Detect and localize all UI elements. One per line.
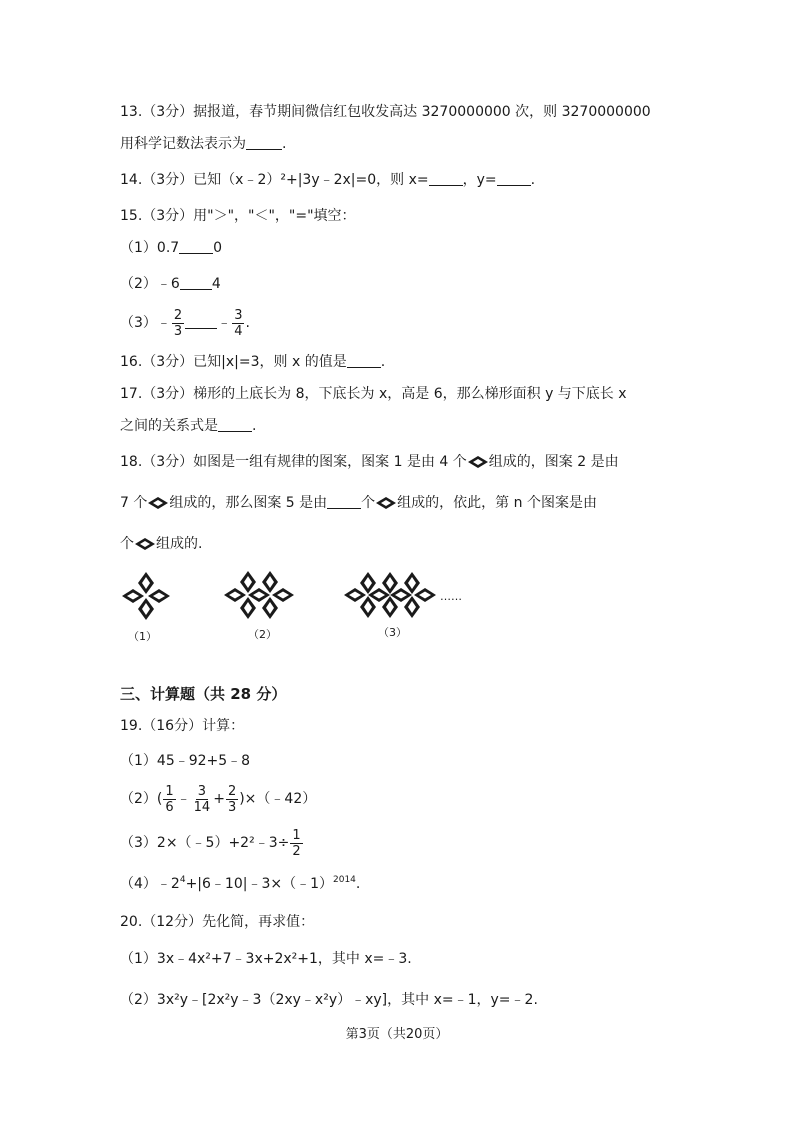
q19-p4-end: . <box>355 876 361 892</box>
q14-end: . <box>530 172 536 188</box>
q18-text3: 7 个 <box>120 495 148 511</box>
q18-line3 <box>120 534 202 554</box>
q19-head: 19.（16分）计算： <box>120 718 245 734</box>
q16-end: . <box>380 354 386 370</box>
answer-blank[interactable] <box>218 417 252 432</box>
diamond-icon <box>375 496 397 510</box>
pattern-3 <box>344 572 436 618</box>
q15-head: 15.（3分）用"＞"，"＜"，"="填空： <box>120 208 356 224</box>
q15-part2 <box>120 274 221 294</box>
answer-blank-x[interactable] <box>429 171 463 186</box>
pattern-2 <box>224 571 294 619</box>
q15-part3 <box>120 306 250 340</box>
q17-line2 <box>120 416 256 436</box>
q20-part1: （1）3x﹣4x²+7﹣3x+2x²+1，其中 x=﹣3. <box>120 951 412 967</box>
fraction <box>192 784 213 815</box>
numerator: 2 <box>227 783 237 799</box>
q15-part1 <box>120 238 222 258</box>
denominator: 3 <box>173 323 183 339</box>
q19-p2-open: （2）( <box>120 791 163 807</box>
q18-text: 18.（3分）如图是一组有规律的图案，图案 1 是由 4 个 <box>120 454 467 470</box>
denominator: 14 <box>193 799 211 815</box>
q19-part3 <box>120 826 304 860</box>
denominator: 2 <box>292 843 301 859</box>
q14-mid: ，y= <box>462 172 497 188</box>
q15-p1-tail: 0 <box>213 240 223 256</box>
fraction <box>290 828 302 859</box>
answer-blank-y[interactable] <box>497 171 531 186</box>
q19-p4-mid: +|6﹣10|﹣3×（﹣1） <box>185 876 333 892</box>
q18-text7: 个 <box>120 536 134 552</box>
q16-line <box>120 352 385 372</box>
q19-p3-text: （3）2×（﹣5）+2²﹣3÷ <box>120 835 290 851</box>
q15-p2-text: （2）﹣6 <box>120 276 180 292</box>
answer-blank[interactable] <box>327 494 361 509</box>
numerator: 1 <box>165 783 174 799</box>
q13-end: . <box>282 136 287 152</box>
q14-line <box>120 170 535 190</box>
q15-p3-mid: ﹣ <box>217 315 232 331</box>
answer-blank[interactable] <box>180 275 212 290</box>
q18-line2 <box>120 493 597 513</box>
exponent: 2014 <box>333 875 356 885</box>
figure-label-3: （3） <box>378 626 407 639</box>
denominator: 3 <box>227 799 237 815</box>
q16-text: 16.（3分）已知|x|=3，则 x 的值是 <box>120 354 347 370</box>
q20-head: 20.（12分）先化简，再求值： <box>120 914 315 930</box>
denominator: 4 <box>234 323 243 339</box>
q15-p3-text: （3）﹣ <box>120 315 171 331</box>
q13-line1: 13.（3分）据报道，春节期间微信红包收发高达 3270000000 次，则 3270000000 <box>120 104 651 120</box>
exponent: 4 <box>179 875 186 885</box>
q20-part2: （2）3x²y﹣[2x²y﹣3（2xy﹣x²y）﹣xy]，其中 x=﹣1，y=﹣2. <box>120 992 538 1008</box>
q17-text: 之间的关系式是 <box>120 418 218 434</box>
q18-text8: 组成的. <box>156 536 203 552</box>
q15-p2-tail: 4 <box>211 276 221 292</box>
q18-text4: 组成的，那么图案 5 是由 <box>169 495 328 511</box>
figure-label-1: （1） <box>128 630 157 643</box>
q14-text: 14.（3分）已知（x﹣2）²+|3y﹣2x|=0，则 x= <box>120 172 429 188</box>
minus-sign: ﹣ <box>176 791 191 807</box>
fraction <box>226 784 238 815</box>
pattern-1 <box>122 572 170 620</box>
fraction <box>232 308 244 339</box>
numerator: 3 <box>234 307 243 323</box>
pattern-illustration <box>118 570 478 650</box>
diamond-icon <box>134 537 156 551</box>
q18-line1 <box>120 452 619 472</box>
denominator: 6 <box>165 799 174 815</box>
q19-p4-text: （4）﹣2 <box>120 876 180 892</box>
q17-end: . <box>252 418 257 434</box>
q19-p2-close: )×（﹣42） <box>239 791 317 807</box>
q15-p1-text: （1）0.7 <box>120 240 180 256</box>
pattern-figures <box>118 570 478 654</box>
q18-text2: 组成的，图案 2 是由 <box>488 454 619 470</box>
answer-blank[interactable] <box>347 353 381 368</box>
answer-blank[interactable] <box>185 314 217 329</box>
numerator: 1 <box>292 827 301 843</box>
section-title: 三、计算题（共 28 分） <box>120 685 287 703</box>
plus-sign: + <box>213 791 225 807</box>
diamond-icon <box>467 455 489 469</box>
q17-line1: 17.（3分）梯形的上底长为 8，下底长为 x，高是 6，那么梯形面积 y 与下底长 x <box>120 386 627 402</box>
q19-part2 <box>120 782 316 816</box>
fraction <box>172 308 184 339</box>
q13-line2 <box>120 134 286 154</box>
figure-label-2: （2） <box>248 628 277 641</box>
q13-text: 用科学记数法表示为 <box>120 136 246 152</box>
page-number: 第3页（共20页） <box>345 1027 449 1042</box>
numerator: 2 <box>173 307 183 323</box>
q18-text5: 个 <box>361 495 376 511</box>
diamond-icon <box>147 496 169 510</box>
answer-blank[interactable] <box>179 239 213 254</box>
answer-blank[interactable] <box>246 135 282 150</box>
q18-text6: 组成的，依此，第 n 个图案是由 <box>397 495 597 511</box>
fraction <box>163 784 175 815</box>
q15-p3-end: . <box>245 315 250 331</box>
q19-part1: （1）45﹣92+5﹣8 <box>120 753 251 769</box>
numerator: 3 <box>197 783 207 799</box>
q19-part4 <box>120 874 360 894</box>
ellipsis: …… <box>440 590 462 603</box>
